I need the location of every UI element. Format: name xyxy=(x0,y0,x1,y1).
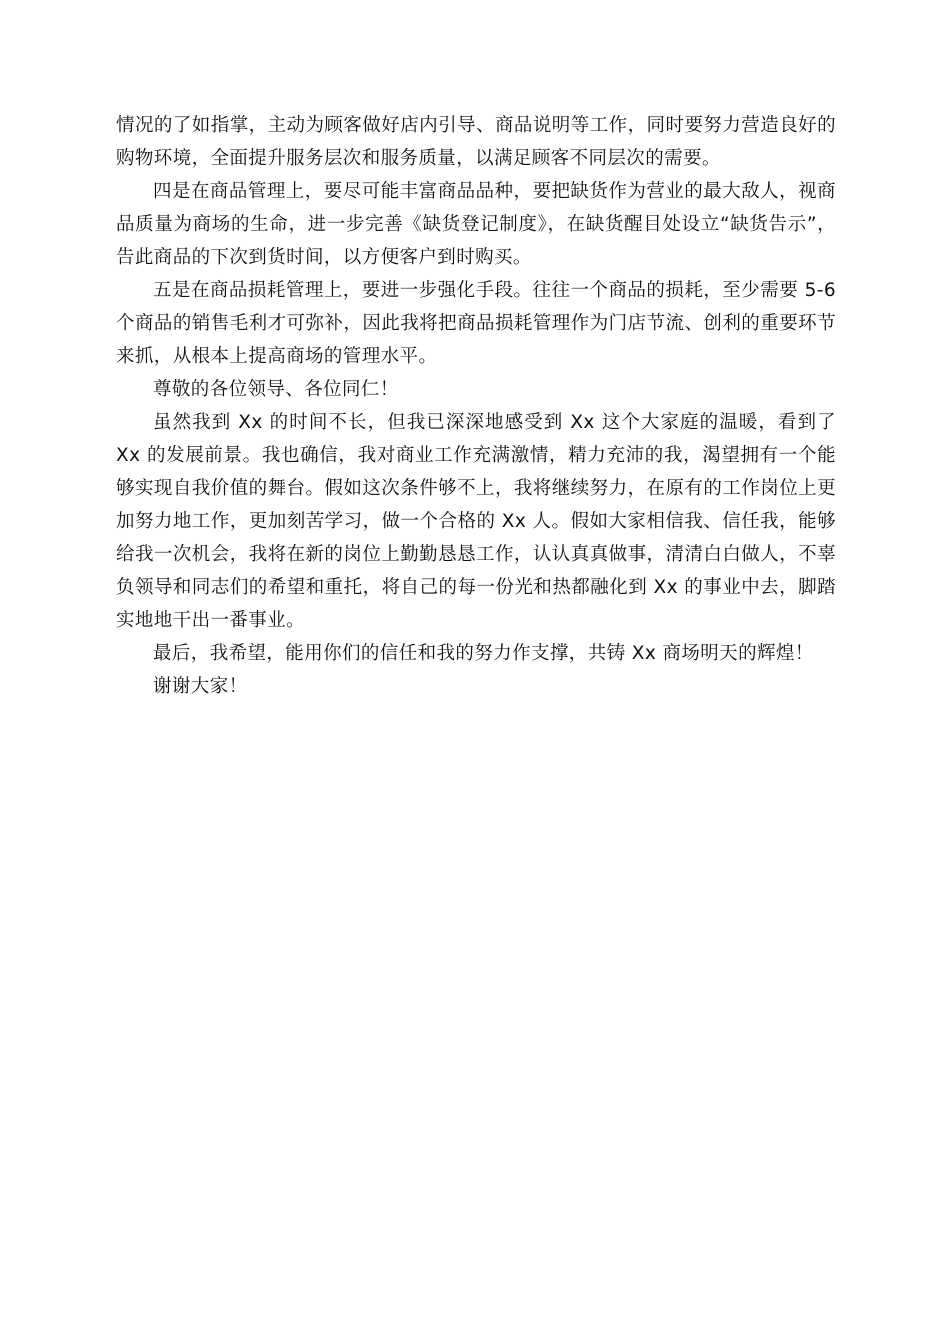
paragraph-salutation: 尊敬的各位领导、各位同仁！ xyxy=(153,379,399,400)
paragraph-thanks: 谢谢大家！ xyxy=(153,676,248,697)
paragraph-continuation: 情况的了如指掌，主动为顾客做好店内引导、商品说明等工作，同时要努力营造良好的购物环境，全面提升服务层次和服务质量，以满足顾客不同层次的需要。 xyxy=(116,115,836,169)
paragraph-loss-management: 五是在商品损耗管理上，要进一步强化手段。往往一个商品的损耗，至少需要 5-6 个商品的销售毛利才可弥补，因此我将把商品损耗管理作为门店节流、创利的重要环节来抓，从根本上提高商场的管理水平。 xyxy=(116,280,836,367)
document-body xyxy=(116,109,836,703)
paragraph-closing: 最后，我希望，能用你们的信任和我的努力作支撑，共铸 Xx 商场明天的辉煌！ xyxy=(153,643,814,664)
paragraph-commitment: 虽然我到 Xx 的时间不长，但我已深深地感受到 Xx 这个大家庭的温暖，看到了 Xx 的发展前景。我也确信，我对商业工作充满激情，精力充沛的我，渴望拥有一个能够实现自我价值的舞台。假如这次条件够不上，我将继续努力，在原有的工作岗位上更加努力地工作，更加刻苦学习，做一个合格的 Xx 人。假如大家相信我、信任我，能够给我一次机会，我将在新的岗位上勤勤恳恳工作，认认真真做事，清清白白做人，不辜负领导和同志们的希望和重托，将自己的每一份光和热都融化到 Xx 的事业中去，脚踏实地地干出一番事业。 xyxy=(116,412,836,631)
paragraph-product-management: 四是在商品管理上，要尽可能丰富商品品种，要把缺货作为营业的最大敌人，视商品质量为商场的生命，进一步完善《缺货登记制度》，在缺货醒目处设立“缺货告示”，告此商品的下次到货时间，以方便客户到时购买。 xyxy=(116,181,836,268)
